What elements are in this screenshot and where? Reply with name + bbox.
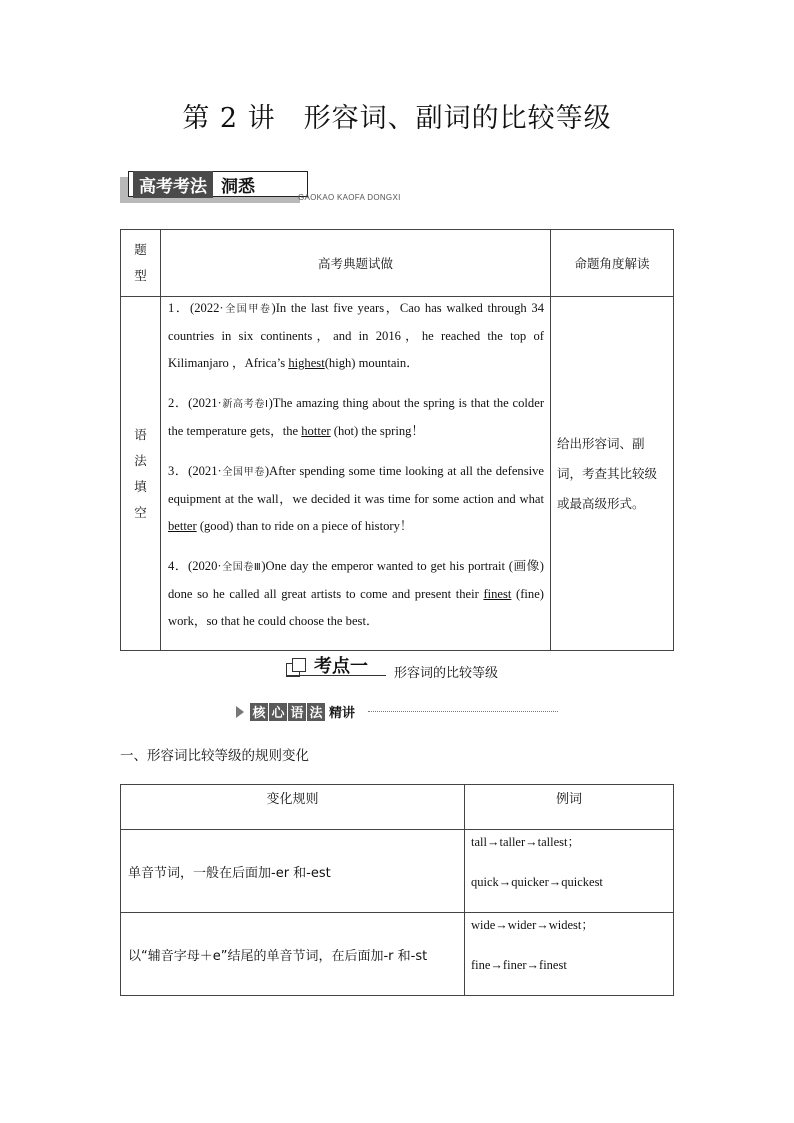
answer-word: hotter: [301, 424, 331, 438]
answer-word: better: [168, 519, 197, 533]
header-exam-practice: 高考典题试做: [161, 230, 551, 297]
question-type-cell: 语 法 填 空: [121, 297, 161, 651]
banner-label-accent: 洞悉: [221, 176, 255, 197]
dotted-divider: [368, 711, 558, 712]
exam-questions-table: [120, 229, 674, 651]
kaodian-label: 考点一: [314, 656, 368, 677]
question-list: [161, 297, 551, 651]
banner-subtitle: GAOKAO KAOFA DONGXI: [298, 193, 401, 202]
section-banner: [120, 171, 302, 203]
header-examples: 例词: [465, 785, 674, 830]
grammar-heading: 核 心 语 法 精讲: [236, 702, 355, 721]
examples-cell: tall→taller→tallest； quick→quicker→quickest: [465, 830, 674, 913]
header-rule: 变化规则: [121, 785, 465, 830]
rule-cell: 单音节词，一般在后面加-er 和-est: [121, 830, 465, 913]
section-heading: 一、形容词比较等级的规则变化: [120, 748, 309, 764]
kaodian-underline: [286, 675, 386, 676]
header-question-type: 题 型: [121, 230, 161, 297]
examples-cell: wide→wider→widest； fine→finer→finest: [465, 913, 674, 996]
analysis-text: 给出形容词、副词，考查其比较级或最高级形式。: [551, 297, 674, 651]
comparison-rules-table: [120, 784, 674, 996]
triangle-icon: [236, 706, 244, 718]
page-title: 第 2 讲 形容词、副词的比较等级: [182, 103, 612, 134]
question-item: 4．(2020·全国卷Ⅲ)One day the emperor wanted to get his portrait (画像) done so he called all great artists to come and present their finest (fine) work，so that he could choose the best．: [168, 559, 544, 628]
banner-label-main: 高考考法: [133, 171, 213, 198]
answer-word: finest: [483, 587, 512, 601]
header-analysis: 命题角度解读: [551, 230, 674, 297]
question-item: 1．(2022·全国甲卷)In the last five years，Cao has walked through 34 countries in six continents，and in 2016，he reached the top of Kilimanjaro ，Africa’s highest(high) mountain．: [168, 301, 544, 370]
kaodian-subtitle: 形容词的比较等级: [394, 666, 499, 681]
answer-word: highest: [288, 356, 325, 370]
question-item: 3．(2021·全国甲卷)After spending some time looking at all the defensive equipment at the wall，we decided it was time for some action and what better (good) than to ride on a piece of history！: [168, 464, 544, 533]
question-item: 2．(2021·新高考卷Ⅰ)The amazing thing about the spring is that the colder the temperature gets，the hotter (hot) the spring！: [168, 396, 545, 438]
rule-cell: 以“辅音字母＋e”结尾的单音节词，在后面加-r 和-st: [121, 913, 465, 996]
grammar-heading-suffix: 精讲: [329, 706, 356, 721]
